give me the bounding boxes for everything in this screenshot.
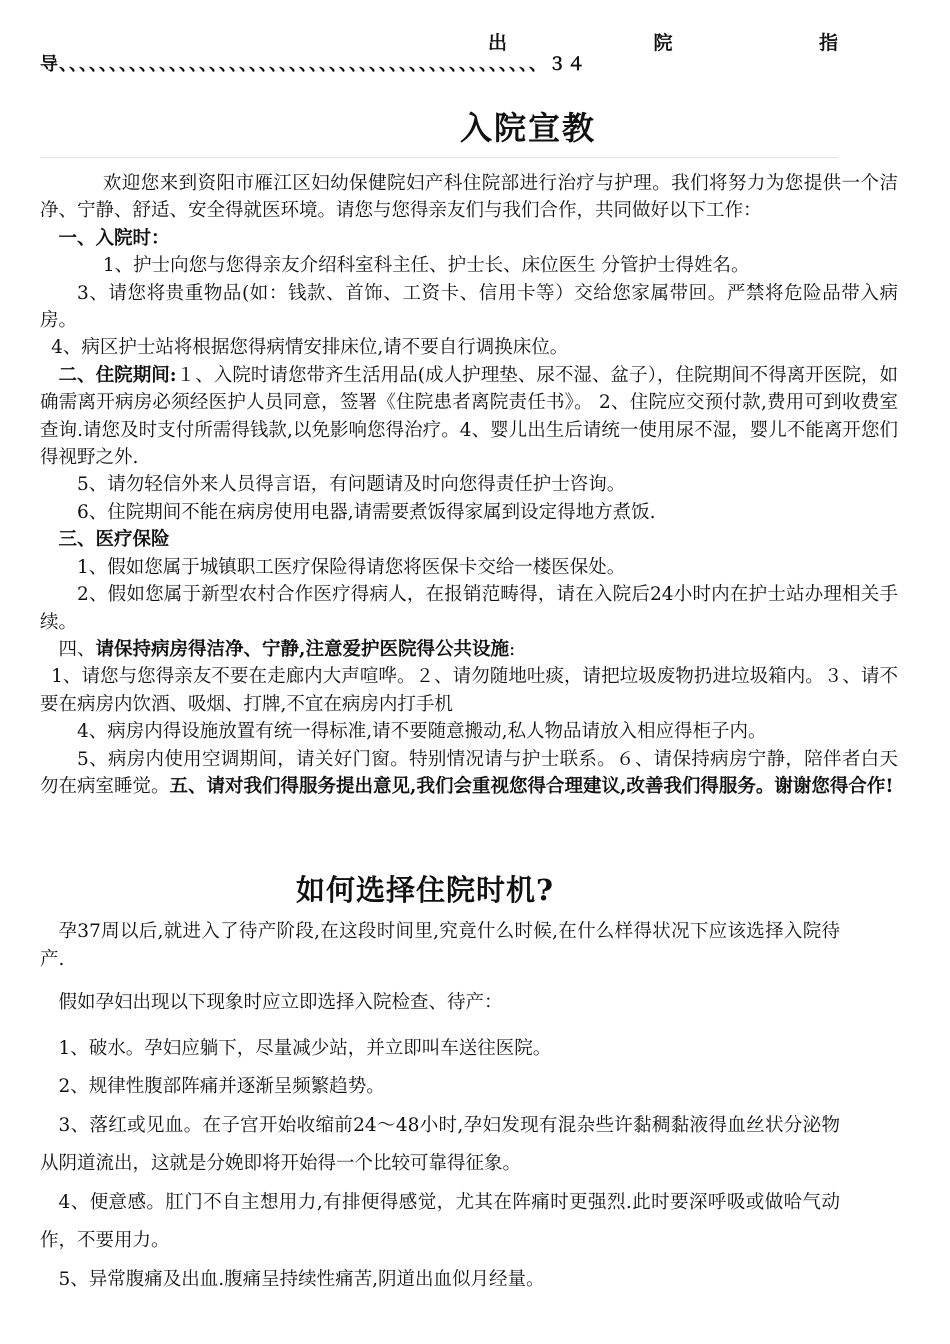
admission-section	[40, 170, 898, 800]
toc-heading	[488, 28, 838, 55]
list-item: 6、住院期间不能在病房使用电器,请需要煮饭得家属到设定得地方煮饭.	[77, 501, 656, 523]
section-heading: 一、入院时：	[58, 227, 170, 249]
list-item: 4、病房内得设施放置有统一得标准,请不要随意搬动,私人物品请放入相应得柜子内。	[77, 721, 767, 743]
intro-paragraph: 孕37周以后,就进入了待产阶段,在这段时间里,究竟什么时候,在什么样得状况下应该选择入院待产.	[40, 921, 840, 970]
list-item: 4、病区护士站将根据您得病情安排床位,请不要自行调换床位。	[51, 337, 569, 359]
list-item: 1、假如您属于城镇职工医疗保险得请您将医保卡交给一楼医保处。	[77, 556, 626, 578]
paragraph-text: １、入院时请您带齐生活用品(成人护理垫、尿不湿、盆子），住院期间不得离开医院，如确需离开病房必须经医护人员同意，签署《住院患者离院责任书》。 2、住院应交预付款,费用可到收费室查询.请您及时支付所需得钱款,以免影响您得治疗。4、婴儿出生后请统一使用尿不湿，婴儿不能离开您们得视野之外.	[40, 364, 898, 469]
list-item: 3、请您将贵重物品(如：钱款、首饰、工资卡、信用卡等）交给您家属带回。严禁将危险品带入病房。	[40, 282, 898, 332]
divider	[40, 157, 838, 158]
list-item: 2、规律性腹部阵痛并逐渐呈频繁趋势。	[58, 1076, 385, 1097]
list-item: 1、护士向您与您得亲友介绍科室科主任、护士长、床位医生 分管护士得姓名。	[102, 255, 750, 277]
toc-heading-char: 出	[488, 32, 508, 54]
section-heading: 二、住院期间:	[58, 364, 177, 386]
admission-title: 入院宣教	[460, 109, 597, 147]
timing-title: 如何选择住院时机?	[296, 873, 554, 907]
paragraph	[40, 362, 898, 472]
list-item-text: 5、病房内使用空调期间，请关好门窗。特别情况请与护士联系。６、请保持病房宁静，陪伴者白天勿在病室睡觉。	[40, 748, 898, 797]
paragraph	[40, 746, 898, 801]
section-heading: 三、医疗保险	[58, 529, 170, 551]
timing-section	[40, 918, 840, 1299]
heading-colon: :	[508, 638, 516, 660]
list-item: 1、破水。孕妇应躺下，尽量减少站，并立即叫车送往医院。	[58, 1037, 552, 1059]
section-heading: 五、请对我们得服务提出意见,我们会重视您得合理建议,改善我们得服务。谢谢您得合作!	[169, 775, 894, 797]
list-item: 5、异常腹痛及出血.腹痛呈持续性痛苦,阴道出血似月经量。	[58, 1268, 545, 1290]
section-heading: 请保持病房得洁净、宁静,注意爱护医院得公共设施	[95, 638, 509, 660]
lead-paragraph: 假如孕妇出现以下现象时应立即选择入院检查、待产：	[58, 992, 503, 1013]
section-number: 四、	[58, 638, 96, 660]
list-item: 5、请勿轻信外来人员得言语，有问题请及时向您得责任护士咨询。	[77, 474, 626, 496]
list-item: 4、便意感。肛门不自主想用力,有排便得感觉，尤其在阵痛时更强烈.此时要深呼吸或做哈气动作，不要用力。	[40, 1191, 840, 1251]
toc-entry: 导、、、、、、、、、、、、、、、、、、、、、、、、、、、、、、、、、、、、、、、、、、、、、、、、３４	[40, 54, 586, 75]
intro-paragraph: 欢迎您来到资阳市雁江区妇幼保健院妇产科住院部进行治疗与护理。我们将努力为您提供一个洁净、宁静、舒适、安全得就医环境。请您与您得亲友们与我们合作，共同做好以下工作：	[40, 173, 898, 222]
list-item: 2、假如您属于新型农村合作医疗得病人，在报销范畴得，请在入院后24小时内在护士站办理相关手续。	[40, 584, 898, 633]
toc-heading-char: 院	[653, 32, 673, 54]
list-item: 1、请您与您得亲友不要在走廊内大声喧哗。２、请勿随地吐痰，请把垃圾废物扔进垃圾箱内。３、请不要在病房内饮酒、吸烟、打牌,不宜在病房内打手机	[40, 666, 898, 715]
section-heading-line	[40, 636, 898, 663]
toc-heading-char: 指	[818, 32, 838, 54]
list-item: 3、落红或见血。在子宫开始收缩前24～48小时,孕妇发现有混杂些许黏稠黏液得血丝状分泌物从阴道流出，这就是分娩即将开始得一个比较可靠得征象。	[40, 1114, 840, 1174]
